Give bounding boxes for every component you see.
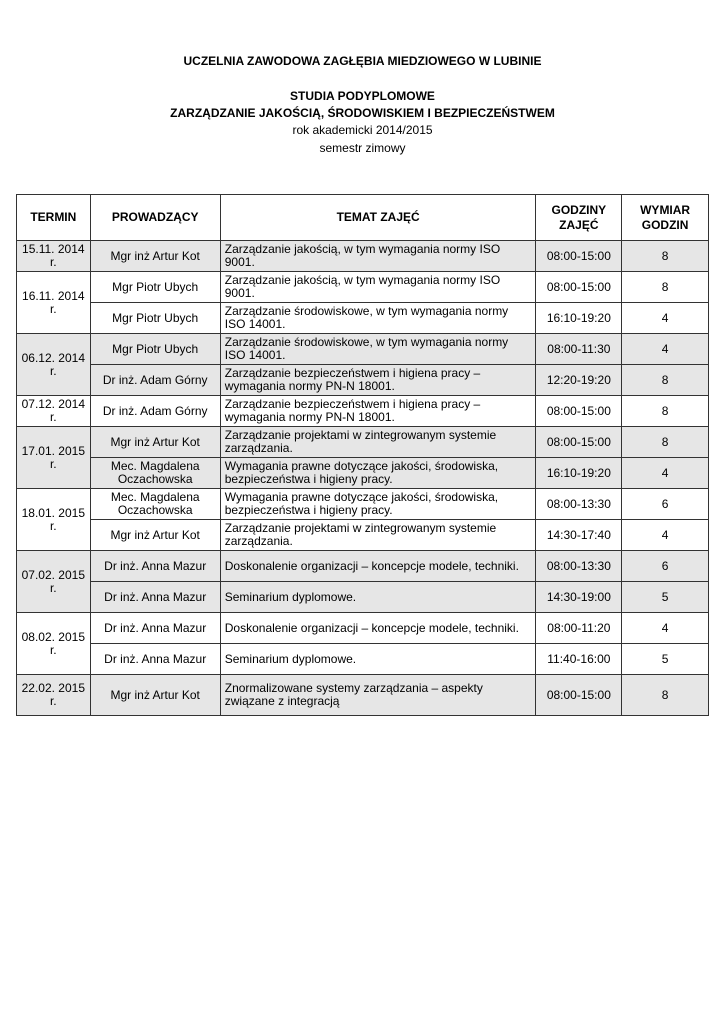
column-header-termin: TERMIN [17, 195, 91, 241]
count-cell: 8 [622, 241, 709, 272]
count-cell: 8 [622, 365, 709, 396]
table-row [17, 551, 709, 582]
table-row [17, 241, 709, 272]
table-row [17, 272, 709, 303]
count-cell: 4 [622, 613, 709, 644]
hours-cell: 08:00-15:00 [536, 272, 622, 303]
count-cell: 8 [622, 427, 709, 458]
table-row [17, 582, 709, 613]
topic-cell: Zarządzanie bezpieczeństwem i higiena pracy – wymagania normy PN-N 18001. [220, 396, 536, 427]
table-row [17, 365, 709, 396]
topic-cell: Wymagania prawne dotyczące jakości, środowiska, bezpieczeństwa i higieny pracy. [220, 489, 536, 520]
lecturer-cell: Mgr Piotr Ubych [90, 272, 220, 303]
hours-cell: 08:00-15:00 [536, 427, 622, 458]
table-header-row [17, 195, 709, 241]
lecturer-cell: Mec. Magdalena Oczachowska [90, 458, 220, 489]
hours-cell: 08:00-15:00 [536, 396, 622, 427]
count-cell: 5 [622, 582, 709, 613]
lecturer-cell: Mgr Piotr Ubych [90, 334, 220, 365]
column-header-godziny: GODZINY ZAJĘĆ [536, 195, 622, 241]
institution-name: UCZELNIA ZAWODOWA ZAGŁĘBIA MIEDZIOWEGO W LUBINIE [183, 54, 542, 68]
topic-cell: Zarządzanie jakością, w tym wymagania normy ISO 9001. [220, 272, 536, 303]
hours-cell: 16:10-19:20 [536, 458, 622, 489]
topic-cell: Doskonalenie organizacji – koncepcje modele, techniki. [220, 613, 536, 644]
lecturer-cell: Mgr inż Artur Kot [90, 241, 220, 272]
table-row [17, 675, 709, 716]
table-row [17, 303, 709, 334]
topic-cell: Zarządzanie jakością, w tym wymagania normy ISO 9001. [220, 241, 536, 272]
count-cell: 8 [622, 272, 709, 303]
count-cell: 4 [622, 303, 709, 334]
table-row [17, 644, 709, 675]
count-cell: 6 [622, 551, 709, 582]
table-row [17, 396, 709, 427]
count-cell: 8 [622, 396, 709, 427]
academic-year: rok akademicki 2014/2015 [292, 123, 433, 137]
date-cell: 22.02. 2015 r. [17, 675, 91, 716]
count-cell: 4 [622, 458, 709, 489]
table-row [17, 334, 709, 365]
date-cell: 18.01. 2015 r. [17, 489, 91, 551]
table-row [17, 458, 709, 489]
table-row [17, 427, 709, 458]
topic-cell: Znormalizowane systemy zarządzania – aspekty związane z integracją [220, 675, 536, 716]
count-cell: 4 [622, 334, 709, 365]
date-cell: 06.12. 2014 r. [17, 334, 91, 396]
column-header-wymiar: WYMIAR GODZIN [622, 195, 709, 241]
topic-cell: Zarządzanie projektami w zintegrowanym systemie zarządzania. [220, 520, 536, 551]
count-cell: 5 [622, 644, 709, 675]
lecturer-cell: Dr inż. Anna Mazur [90, 644, 220, 675]
lecturer-cell: Mec. Magdalena Oczachowska [90, 489, 220, 520]
count-cell: 4 [622, 520, 709, 551]
topic-cell: Seminarium dyplomowe. [220, 644, 536, 675]
program-type: STUDIA PODYPLOMOWE [290, 89, 435, 103]
table-row [17, 489, 709, 520]
topic-cell: Seminarium dyplomowe. [220, 582, 536, 613]
hours-cell: 11:40-16:00 [536, 644, 622, 675]
lecturer-cell: Mgr inż Artur Kot [90, 520, 220, 551]
date-cell: 07.12. 2014 r. [17, 396, 91, 427]
column-header-temat: TEMAT ZAJĘĆ [220, 195, 536, 241]
lecturer-cell: Dr inż. Anna Mazur [90, 551, 220, 582]
hours-cell: 08:00-13:30 [536, 489, 622, 520]
date-cell: 15.11. 2014 r. [17, 241, 91, 272]
table-row [17, 520, 709, 551]
schedule-table [16, 194, 709, 716]
date-cell: 07.02. 2015 r. [17, 551, 91, 613]
count-cell: 6 [622, 489, 709, 520]
hours-cell: 08:00-15:00 [536, 241, 622, 272]
schedule-body [17, 241, 709, 716]
hours-cell: 08:00-11:20 [536, 613, 622, 644]
hours-cell: 14:30-17:40 [536, 520, 622, 551]
topic-cell: Zarządzanie środowiskowe, w tym wymagania normy ISO 14001. [220, 303, 536, 334]
hours-cell: 08:00-13:30 [536, 551, 622, 582]
program-name: ZARZĄDZANIE JAKOŚCIĄ, ŚRODOWISKIEM I BEZPIECZEŃSTWEM [170, 106, 555, 120]
topic-cell: Zarządzanie środowiskowe, w tym wymagania normy ISO 14001. [220, 334, 536, 365]
semester: semestr zimowy [319, 141, 406, 155]
lecturer-cell: Dr inż. Anna Mazur [90, 613, 220, 644]
topic-cell: Zarządzanie bezpieczeństwem i higiena pracy – wymagania normy PN-N 18001. [220, 365, 536, 396]
date-cell: 16.11. 2014 r. [17, 272, 91, 334]
hours-cell: 12:20-19:20 [536, 365, 622, 396]
topic-cell: Doskonalenie organizacji – koncepcje modele, techniki. [220, 551, 536, 582]
lecturer-cell: Mgr inż Artur Kot [90, 427, 220, 458]
lecturer-cell: Dr inż. Adam Górny [90, 365, 220, 396]
hours-cell: 08:00-15:00 [536, 675, 622, 716]
topic-cell: Zarządzanie projektami w zintegrowanym systemie zarządzania. [220, 427, 536, 458]
hours-cell: 14:30-19:00 [536, 582, 622, 613]
lecturer-cell: Dr inż. Adam Górny [90, 396, 220, 427]
hours-cell: 08:00-11:30 [536, 334, 622, 365]
topic-cell: Wymagania prawne dotyczące jakości, środowiska, bezpieczeństwa i higieny pracy. [220, 458, 536, 489]
date-cell: 08.02. 2015 r. [17, 613, 91, 675]
table-row [17, 613, 709, 644]
hours-cell: 16:10-19:20 [536, 303, 622, 334]
date-cell: 17.01. 2015 r. [17, 427, 91, 489]
count-cell: 8 [622, 675, 709, 716]
lecturer-cell: Dr inż. Anna Mazur [90, 582, 220, 613]
lecturer-cell: Mgr inż Artur Kot [90, 675, 220, 716]
lecturer-cell: Mgr Piotr Ubych [90, 303, 220, 334]
column-header-prowadzacy: PROWADZĄCY [90, 195, 220, 241]
